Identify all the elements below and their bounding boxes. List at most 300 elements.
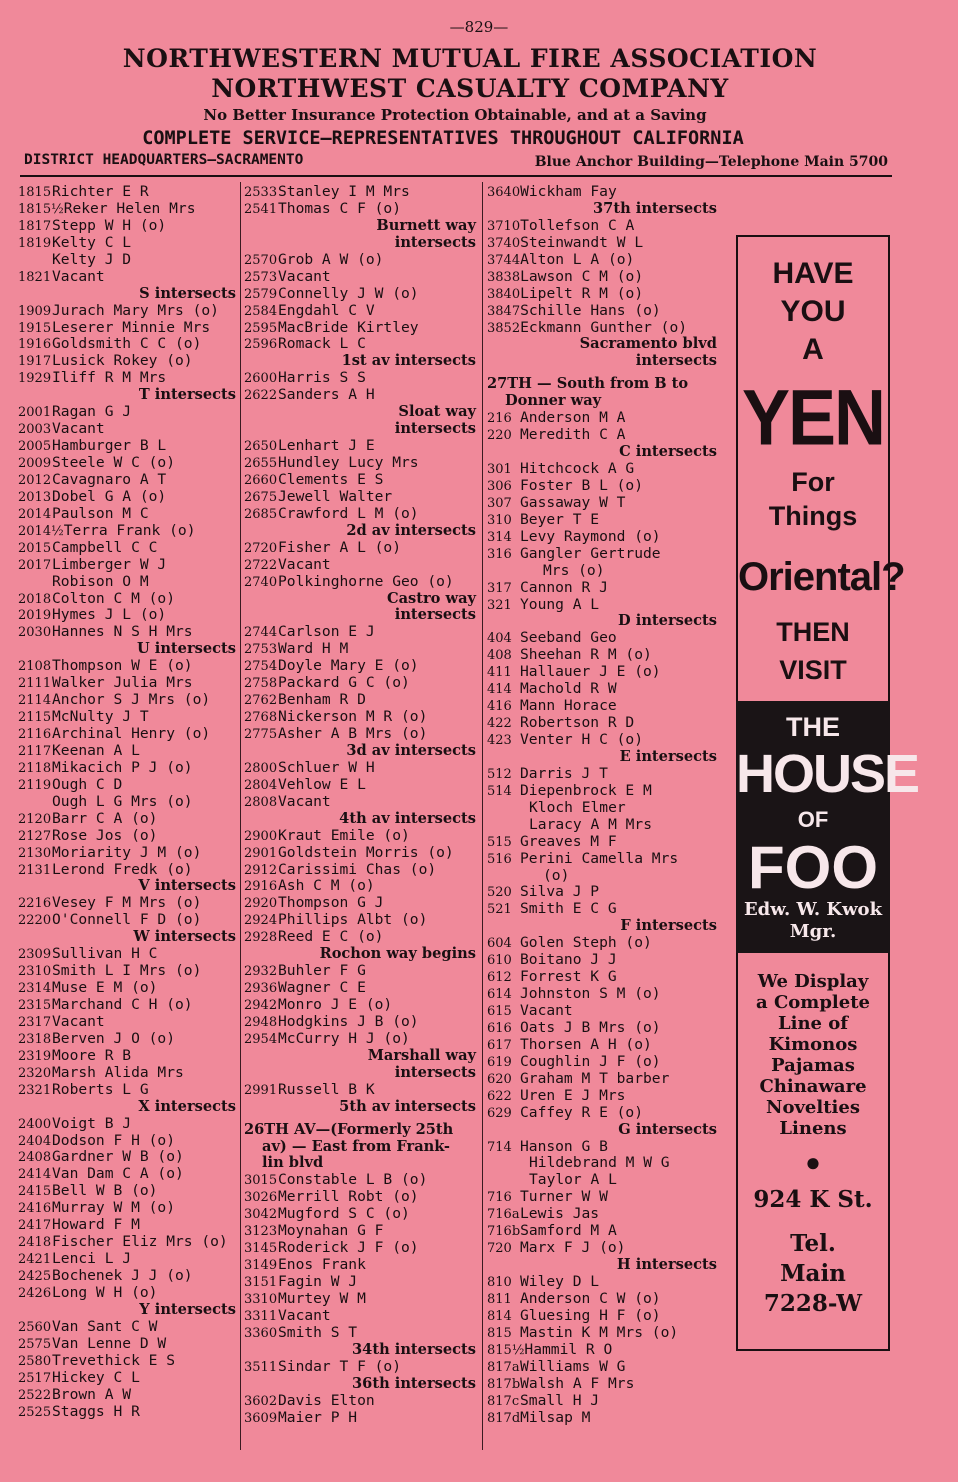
house-number: 2012 [18,472,52,488]
house-number: 2916 [244,879,278,895]
directory-entry [244,929,476,946]
directory-entry [18,1217,236,1234]
resident-name: Lawson C M (o) [520,267,644,285]
resident-name: Crawford L M (o) [278,504,419,522]
directory-entry [487,235,717,252]
directory-entry [18,320,236,337]
resident-name: Vehlow E L [278,775,366,793]
house-number: 2114 [18,693,52,709]
directory-entry [18,1200,236,1217]
directory-entry [244,963,476,980]
directory-entry [487,1291,717,1308]
directory-entry [244,726,476,743]
resident-name: Diepenbrock E M [520,781,652,799]
resident-name: Schluer W H [278,758,375,776]
directory-entry [487,783,717,800]
house-number: 2800 [244,760,278,776]
resident-name: Van Sant C W [52,1317,158,1335]
directory-entry [244,489,476,506]
street-intersection: Rochon way begins [319,945,476,963]
resident-name: Phillips Albt (o) [278,911,428,929]
directory-entry [18,658,236,675]
street-intersection: X intersects [138,1097,236,1115]
resident-name: Oats J B Mrs (o) [520,1018,661,1036]
directory-entry [487,1223,717,1240]
house-number: 2928 [244,930,278,946]
house-number: 520 [487,885,512,901]
house-number: 515 [487,834,512,850]
street-intersection: 1st av intersects [341,352,476,370]
resident-name: Young A L [520,595,600,613]
ad-you: YOU [780,295,846,328]
resident-name: Graham M T barber [520,1069,670,1087]
resident-name: Hickey C L [52,1368,140,1386]
resident-name: Walker Julia Mrs [52,674,193,692]
house-number: 2017 [18,557,52,573]
directory-entry [487,410,717,427]
street-intersection: G intersects [618,1120,717,1138]
resident-name: Vesey F M Mrs (o) [52,894,202,912]
ad-item-pajamas: Pajamas [771,1055,855,1076]
house-number: 2015 [18,540,52,556]
directory-entry [18,506,236,523]
directory-entry [18,252,236,269]
directory-entry [18,743,236,760]
house-number: 2579 [244,286,278,302]
resident-name: Darris J T [520,764,608,782]
house-number: 2740 [244,574,278,590]
directory-entry [487,834,717,851]
street-intersection: S intersects [139,284,236,302]
house-number: 3042 [244,1207,278,1223]
resident-name: Anderson C W (o) [520,1289,661,1307]
house-number: 817c [487,1393,520,1409]
directory-entry [18,709,236,726]
house-number: 2001 [18,405,52,421]
resident-name: Dobel G A (o) [52,487,167,505]
directory-entry [487,546,717,563]
house-number: 2600 [244,371,278,387]
house-number: 2924 [244,913,278,929]
house-number: 2541 [244,201,278,217]
house-number: 1917 [18,354,52,370]
resident-name: Caffey R E (o) [520,1103,644,1121]
house-number: 301 [487,462,512,477]
directory-entry [487,1155,717,1172]
directory-entry [244,862,476,879]
directory-entry [487,1037,717,1054]
directory-entry [487,868,717,885]
house-number: 2522 [18,1387,52,1403]
directory-entry [18,777,236,794]
directory-entry [244,1291,476,1308]
directory-entry [487,1376,717,1393]
header-tagline: No Better Insurance Protection Obtainable, and at a Saving [203,106,707,124]
house-number: 423 [487,733,512,748]
header-company-2: NORTHWEST CASUALTY COMPANY [211,74,729,103]
house-number: 2318 [18,1031,52,1047]
resident-name: Lipelt R M (o) [520,284,644,302]
resident-name: Campbell C C [52,538,158,556]
directory-entry [18,472,236,489]
resident-name: Van Lenne D W [52,1334,167,1352]
house-number: 2321 [18,1082,52,1098]
house-number: 2118 [18,760,52,776]
directory-entry [244,387,476,404]
directory-entry [18,1031,236,1048]
resident-name: Lerond Fredk (o) [52,860,193,878]
resident-name: Constable L B (o) [278,1171,428,1189]
house-number: 714 [487,1139,512,1155]
house-number: 2720 [244,540,278,556]
directory-entry [487,800,717,817]
house-number: 817a [487,1359,520,1375]
house-number: 310 [487,512,512,528]
resident-name: Foster B L (o) [520,476,644,494]
house-number: 2417 [18,1218,52,1234]
resident-name: Kelty J D [52,250,132,268]
house-number: 619 [487,1054,512,1070]
directory-entry [244,1189,476,1206]
resident-name: O'Connell F D (o) [52,911,202,929]
street-intersection: 4th av intersects [339,809,476,827]
directory-entry [244,828,476,845]
resident-name: Terra Frank (o) [63,521,196,539]
directory-entry [18,1319,236,1336]
house-number: 617 [487,1037,512,1053]
house-number: 2808 [244,794,278,810]
resident-name: Goldstein Morris (o) [278,843,454,861]
house-number: 814 [487,1308,512,1324]
house-number: 2954 [244,1031,278,1047]
house-number: 2753 [244,642,278,658]
directory-entry [487,766,717,783]
resident-name: (o) [543,866,570,884]
directory-entry [244,1223,476,1240]
directory-entry [18,269,236,286]
directory-entry [487,1088,717,1105]
house-number: 3744 [487,252,521,268]
directory-entry [487,1393,717,1410]
resident-name: Lewis Jas [520,1205,600,1223]
resident-name: Wiley D L [520,1273,600,1290]
directory-entry [244,370,476,387]
house-number: 3847 [487,303,521,319]
directory-entry [487,286,717,303]
resident-name: Gardner W B (o) [52,1148,184,1166]
directory-entry [244,1014,476,1031]
directory-entry [18,523,236,540]
ad-item-chinaware: Chinaware [759,1076,867,1097]
resident-name: Richter E R [52,183,149,200]
directory-entry [244,658,476,675]
directory-entry [487,1206,717,1223]
house-number: 314 [487,529,512,545]
house-number: 2660 [244,472,278,488]
resident-name: Forrest K G [520,968,617,986]
resident-name: Taylor A L [529,1171,617,1189]
resident-name: Hodgkins J B (o) [278,1012,419,1030]
directory-entry [244,777,476,794]
directory-entry [18,1370,236,1387]
resident-name: Steinwandt W L [520,233,644,251]
resident-name: Staggs H R [52,1402,140,1420]
house-number: 2900 [244,828,278,844]
house-number: 1819 [18,235,52,251]
resident-name: Venter H C (o) [520,731,644,748]
ad-for: For [791,467,835,497]
house-number: 2220 [18,913,52,929]
directory-entry [244,506,476,523]
house-number: 2570 [244,252,278,268]
directory-entry [18,675,236,692]
house-number: 2314 [18,981,52,997]
ad-owner: Edw. W. Kwok [743,899,883,920]
resident-name: Murtey W M [278,1289,366,1307]
house-number: 521 [487,902,512,918]
directory-entry [244,895,476,912]
directory-entry [487,901,717,918]
directory-entry [244,303,476,320]
resident-name: Kelty C L [52,233,132,251]
house-number: 1909 [18,303,52,319]
house-number: 2320 [18,1065,52,1081]
resident-name: Samford M A [520,1222,617,1240]
resident-name: Roderick J F (o) [278,1239,419,1257]
house-number: 2111 [18,676,52,692]
directory-entry [18,1065,236,1082]
advertisement-house-of-foo [736,235,919,1351]
house-number: 629 [487,1105,512,1121]
house-number: 817d [487,1410,521,1426]
house-number: 2408 [18,1150,52,1166]
ad-the: THE [786,712,840,742]
directory-entry [244,557,476,574]
header-address: Blue Anchor Building—Telephone Main 5700 [534,154,888,170]
directory-entry [487,1410,717,1427]
resident-name: Dodson F H (o) [52,1131,176,1149]
resident-name: Lusick Rokey (o) [52,352,193,370]
directory-entry [244,1240,476,1257]
resident-name: Sullivan H C [52,945,158,963]
house-number: 2650 [244,439,278,455]
street-intersection: Sloat way [398,403,476,421]
house-number: 3360 [244,1325,278,1341]
resident-name: Murray W M (o) [52,1199,176,1217]
resident-name: Voigt B J [52,1114,132,1132]
resident-name: Ash C M (o) [278,877,375,895]
resident-name: McCurry H J (o) [278,1029,410,1047]
resident-name: Boitano J J [520,951,617,969]
house-number: 2009 [18,456,52,471]
resident-name: Levy Raymond (o) [520,527,661,545]
house-number: 1815½ [18,201,64,217]
house-number: 3145 [244,1241,278,1257]
street-intersection: 37th intersects [593,199,717,217]
column-divider-1 [240,182,241,1450]
house-number: 2014 [18,506,52,522]
resident-name: Mrs (o) [543,561,605,579]
resident-name: Harris S S [278,369,366,387]
directory-entry [244,1393,476,1410]
ad-tel: Tel. [790,1230,836,1257]
resident-name: Fagin W J [278,1273,358,1290]
house-number: 2533 [244,185,278,200]
resident-name: Marsh Alida Mrs [52,1063,184,1081]
house-number: 514 [487,783,512,799]
house-number: 716b [487,1224,521,1240]
directory-entry [487,732,717,749]
directory-entry [18,828,236,845]
house-number: 2425 [18,1269,52,1284]
resident-name: Gassaway W T [520,493,626,511]
ad-mgr: Mgr. [789,921,837,942]
house-number: 2117 [18,743,52,759]
resident-name: Russell B K [278,1080,375,1098]
house-number: 416 [487,699,512,715]
street-intersection: intersects [635,352,717,370]
resident-name: Sanders A H [278,386,375,404]
directory-entry [18,946,236,963]
resident-name: Cannon R J [520,578,608,596]
directory-entry [487,303,717,320]
directory-entry [244,438,476,455]
house-number: 817b [487,1376,521,1392]
resident-name: Johnston S M (o) [520,985,661,1003]
resident-name: Vacant [278,1306,331,1324]
house-number: 422 [487,716,512,732]
ad-address: 924 K St. [753,1186,873,1213]
resident-name: Hitchcock A G [520,460,635,477]
house-number: 2775 [244,727,278,742]
street-intersection: 5th av intersects [339,1097,476,1115]
directory-entry [487,1172,717,1189]
house-number: 622 [487,1088,512,1104]
ad-then: THEN [776,617,850,647]
directory-entry [487,529,717,546]
resident-name: Anchor S J Mrs (o) [52,691,211,709]
house-number: 3311 [244,1308,278,1324]
resident-name: Stepp W H (o) [52,216,167,234]
directory-entry [244,997,476,1014]
directory-entry [18,1116,236,1133]
house-number: 3740 [487,235,521,251]
ad-phone: 7228-W [763,1290,863,1317]
house-number: 2722 [244,557,278,573]
directory-entry [487,563,717,580]
house-number: 3123 [244,1224,278,1240]
resident-name: Trevethick E S [52,1351,176,1369]
resident-name: Golen Steph (o) [520,934,652,952]
directory-entry [18,1014,236,1031]
house-number: 1915 [18,320,52,336]
resident-name: Silva J P [520,883,600,901]
house-number: 2573 [244,269,278,285]
directory-entry [18,1166,236,1183]
directory-entry [244,980,476,997]
street-heading-continued: lin blvd [262,1154,324,1172]
resident-name: Vacant [52,267,105,285]
directory-entry [244,1325,476,1342]
resident-name: Connelly J W (o) [278,284,419,302]
resident-name: Packard G C (o) [278,674,410,692]
resident-name: Berven J O (o) [52,1029,176,1047]
street-intersection: U intersects [136,640,236,658]
street-intersection: F intersects [620,917,717,935]
ad-have: HAVE [772,257,854,290]
house-number: 2762 [244,693,278,709]
street-intersection: intersects [394,420,476,438]
header-hq: DISTRICT HEADQUARTERS—SACRAMENTO [24,152,304,168]
directory-entry [244,320,476,337]
resident-name: Kraut Emile (o) [278,826,410,844]
directory-entry [244,1410,476,1427]
directory-entry [487,1189,717,1206]
resident-name: Goldsmith C C (o) [52,335,202,353]
house-number: 2127 [18,828,52,844]
resident-name: Sindar T F (o) [278,1357,402,1375]
directory-entry [18,1387,236,1404]
resident-name: Beyer T E [520,510,600,528]
house-number: 2130 [18,845,52,861]
house-number: 2804 [244,777,278,793]
resident-name: Mikacich P J (o) [52,758,193,776]
directory-entry [18,218,236,235]
house-number: 2216 [18,896,52,912]
street-intersection: D intersects [618,612,717,630]
directory-entry [244,269,476,286]
street-intersection: T intersects [138,386,236,404]
directory-entry [244,336,476,353]
house-number: 2310 [18,964,52,980]
house-number: 2655 [244,456,278,471]
house-number: 2560 [18,1319,52,1335]
directory-entry [487,647,717,664]
resident-name: Nickerson M R (o) [278,708,428,726]
house-number: 3151 [244,1275,278,1290]
directory-entry [487,1342,717,1359]
house-number: 516 [487,851,512,867]
ad-foo: FOO [748,834,878,901]
directory-entry [244,845,476,862]
directory-entry [487,495,717,512]
house-number: 2317 [18,1014,52,1030]
directory-entry [244,1082,476,1099]
resident-name: Grob A W (o) [278,250,384,268]
directory-entry [18,607,236,624]
street-intersection: Sacramento blvd [579,335,717,353]
house-number: 307 [487,495,512,511]
resident-name: Uren E J Mrs [520,1086,626,1104]
resident-name: Hammil R O [524,1340,613,1358]
resident-name: Colton C M (o) [52,589,176,607]
house-number: 1916 [18,337,52,353]
house-number: 317 [487,580,512,596]
directory-entry [244,760,476,777]
house-number: 614 [487,987,512,1003]
resident-name: Fisher A L (o) [278,538,402,556]
house-number: 2108 [18,659,52,675]
directory-entry [244,692,476,709]
house-number: 3609 [244,1410,278,1426]
house-number: 3840 [487,286,521,302]
resident-name: Ough C D [52,775,123,793]
resident-name: Meredith C A [520,426,626,444]
directory-entry [487,1003,717,1020]
resident-name: Thompson W E (o) [52,657,193,675]
resident-name: Leserer Minnie Mrs [52,318,211,336]
house-number: 2525 [18,1404,52,1420]
